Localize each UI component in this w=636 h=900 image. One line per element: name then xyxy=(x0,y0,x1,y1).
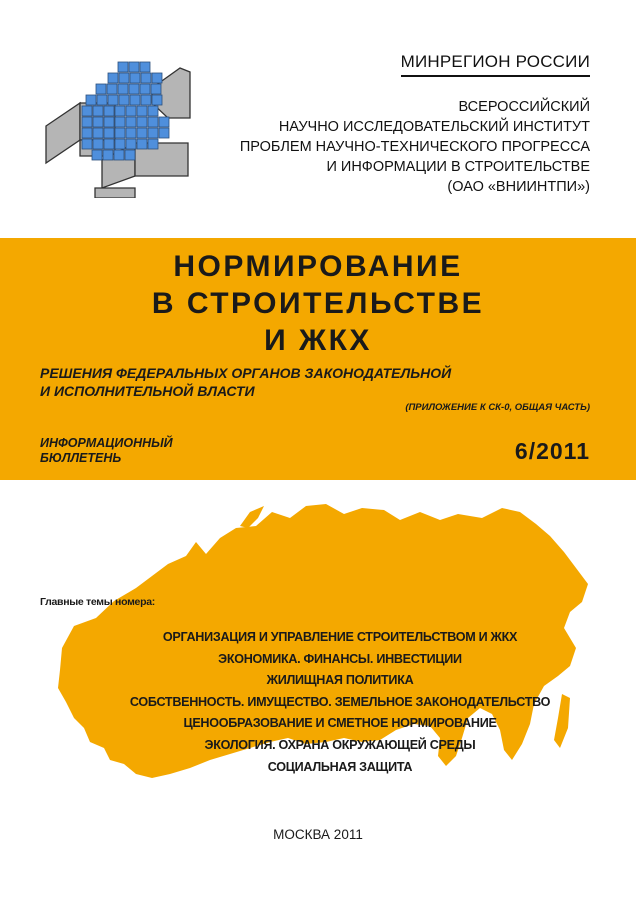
logo-cell xyxy=(104,128,114,138)
logo-cell xyxy=(93,128,103,138)
topics-label: Главные темы номера: xyxy=(40,596,155,608)
logo-cell xyxy=(103,150,113,160)
logo-cell xyxy=(148,106,158,116)
logo-cell xyxy=(93,117,103,127)
footer-place-year: МОСКВА 2011 xyxy=(273,827,363,842)
topic-item: СОЦИАЛЬНАЯ ЗАЩИТА xyxy=(267,759,413,774)
logo-cell xyxy=(82,139,92,149)
logo-cell xyxy=(130,95,140,105)
logo-cell xyxy=(82,117,92,127)
logo-cell xyxy=(104,117,114,127)
institute-logo xyxy=(40,48,210,198)
logo-cell xyxy=(137,117,147,127)
logo-cell xyxy=(159,117,169,127)
logo-cell xyxy=(141,95,151,105)
logo-cell xyxy=(119,73,129,83)
title-band xyxy=(0,238,636,480)
subtitle-line: РЕШЕНИЯ ФЕДЕРАЛЬНЫХ ОРГАНОВ ЗАКОНОДАТЕЛЬНОЙ xyxy=(40,365,452,381)
logo-cell xyxy=(126,128,136,138)
institute-name xyxy=(240,97,590,197)
logo-cell xyxy=(141,73,151,83)
appendix-note: (ПРИЛОЖЕНИЕ К СК-0, ОБЩАЯ ЧАСТЬ) xyxy=(405,402,590,413)
logo-cell xyxy=(92,150,102,160)
logo-cell xyxy=(140,84,150,94)
logo-cell xyxy=(130,73,140,83)
logo-cell xyxy=(118,62,128,72)
institute-line: (ОАО «ВНИИНТПИ») xyxy=(447,179,590,195)
topic-item: ОРГАНИЗАЦИЯ И УПРАВЛЕНИЕ СТРОИТЕЛЬСТВОМ И ЖКХ xyxy=(162,630,518,644)
logo-cell xyxy=(96,84,106,94)
logo-cell xyxy=(151,84,161,94)
logo-cell xyxy=(126,117,136,127)
title-line: В СТРОИТЕЛЬСТВЕ xyxy=(151,287,485,320)
bulletin-line: ИНФОРМАЦИОННЫЙ xyxy=(40,436,173,450)
logo-cell xyxy=(152,95,162,105)
logo-cell xyxy=(137,106,147,116)
publication-subtitle xyxy=(40,364,451,400)
logo-cell xyxy=(114,150,124,160)
logo-block xyxy=(46,103,80,163)
publication-title xyxy=(0,248,636,359)
topic-item: ЭКОЛОГИЯ. ОХРАНА ОКРУЖАЮЩЕЙ СРЕДЫ xyxy=(204,737,476,752)
logo-cell xyxy=(115,106,125,116)
logo-cell xyxy=(137,139,147,149)
institute-line: НАУЧНО ИССЛЕДОВАТЕЛЬСКИЙ ИНСТИТУТ xyxy=(278,119,590,135)
logo-cell xyxy=(93,139,103,149)
logo-cell xyxy=(137,128,147,138)
logo-cell xyxy=(140,62,150,72)
logo-cell xyxy=(152,73,162,83)
logo-cell xyxy=(115,117,125,127)
logo-cell xyxy=(93,106,103,116)
bulletin-line: БЮЛЛЕТЕНЬ xyxy=(40,451,122,465)
institute-line: И ИНФОРМАЦИИ В СТРОИТЕЛЬСТВЕ xyxy=(326,159,590,175)
logo-cell xyxy=(129,62,139,72)
topic-item: ЦЕНООБРАЗОВАНИЕ И СМЕТНОЕ НОРМИРОВАНИЕ xyxy=(183,716,497,731)
logo-cell xyxy=(115,128,125,138)
issue-number: 6/2011 xyxy=(514,438,590,464)
logo-cell xyxy=(148,117,158,127)
logo-blue-cells xyxy=(82,62,169,160)
logo-cell xyxy=(126,139,136,149)
logo-cell xyxy=(126,106,136,116)
topic-item: СОБСТВЕННОСТЬ. ИМУЩЕСТВО. ЗЕМЕЛЬНОЕ ЗАКОНОДАТЕЛЬСТВО xyxy=(129,694,551,709)
logo-block xyxy=(95,188,135,198)
logo-cell xyxy=(125,150,135,160)
logo-cell xyxy=(104,139,114,149)
logo-cell xyxy=(82,106,92,116)
logo-cell xyxy=(108,73,118,83)
logo-cell xyxy=(148,128,158,138)
logo-cell xyxy=(86,95,96,105)
logo-cell xyxy=(119,95,129,105)
logo-cell xyxy=(108,95,118,105)
topic-item: ЖИЛИЩНАЯ ПОЛИТИКА xyxy=(266,673,414,688)
logo-cell xyxy=(97,95,107,105)
logo-cell xyxy=(115,139,125,149)
ministry-name: МИНРЕГИОН РОССИИ xyxy=(401,52,590,77)
institute-line: ПРОБЛЕМ НАУЧНО-ТЕХНИЧЕСКОГО ПРОГРЕССА xyxy=(239,139,590,155)
title-line: И ЖКХ xyxy=(264,324,372,357)
logo-cell xyxy=(82,128,92,138)
logo-cell xyxy=(118,84,128,94)
logo-cell xyxy=(107,84,117,94)
topics-list xyxy=(60,627,620,778)
subtitle-line: И ИСПОЛНИТЕЛЬНОЙ ВЛАСТИ xyxy=(40,383,255,399)
logo-cell xyxy=(159,128,169,138)
logo-cell xyxy=(104,106,114,116)
logo-cell xyxy=(129,84,139,94)
bulletin-label xyxy=(40,436,173,466)
logo-cell xyxy=(148,139,158,149)
topic-item: ЭКОНОМИКА. ФИНАНСЫ. ИНВЕСТИЦИИ xyxy=(218,651,462,666)
institute-line: ВСЕРОССИЙСКИЙ xyxy=(458,99,590,115)
title-line: НОРМИРОВАНИЕ xyxy=(173,250,463,283)
